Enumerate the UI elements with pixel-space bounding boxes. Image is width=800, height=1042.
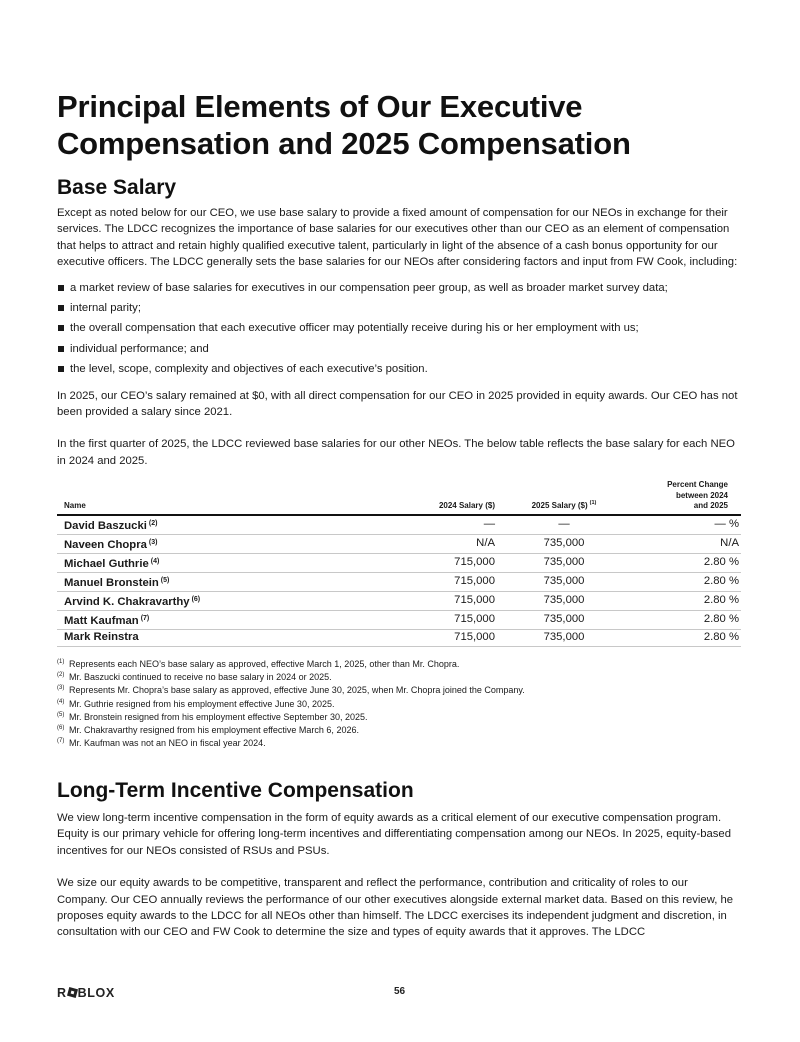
salary-2025-cell: — [497, 515, 631, 535]
percent-change-cell: 2.80 % [631, 629, 741, 646]
bullet-square-icon [58, 305, 64, 311]
lti-paragraph-1: We view long-term incentive compensation in the form of equity awards as a critical element of our executive compensation program. Equity is our primary vehicle for offering long-term incentives and differentiating compensation among our NEOs. In 2025, equity-based incentives for our NEOs consisted of RSUs and PSUs. [57, 812, 731, 857]
base-salary-intro: Except as noted below for our CEO, we use base salary to provide a fixed amount of compensation for our NEOs in exchange for their services. The LDCC recognizes the importance of base salaries for our executives other than our CEO as an element of compensation that helps to attract and retain highly qualified executive talent, particularly in light of the absence of a cash bonus opportunity for our executive officers. The LDCC generally sets the base salaries for our NEOs after considering factors and input from FW Cook, including: [57, 207, 738, 269]
salary-2024-cell: 715,000 [363, 629, 497, 646]
base-salary-heading: Base Salary [57, 176, 177, 199]
footnote: (7) Mr. Kaufman was not an NEO in fiscal year 2024. [57, 738, 266, 749]
table-row [57, 572, 741, 591]
salary-table [57, 480, 741, 647]
table-footnotes [57, 658, 741, 750]
salary-2024-cell: 715,000 [363, 553, 497, 572]
percent-change-cell: 2.80 % [631, 553, 741, 572]
salary-2025-cell: 735,000 [497, 572, 631, 591]
footnote-ref: (7) [140, 614, 150, 622]
col-header-2025-salary: 2025 Salary ($) $^{(1)}$ [497, 480, 631, 515]
table-row [57, 515, 741, 535]
percent-change-cell: 2.80 % [631, 591, 741, 610]
footnote-ref: (2) [148, 519, 158, 527]
salary-2025-cell: 735,000 [497, 591, 631, 610]
salary-2024-cell: 715,000 [363, 572, 497, 591]
roblox-logo: R BLOX [57, 986, 115, 1000]
footnote: (4) Mr. Guthrie resigned from his employment effective June 30, 2025. [57, 698, 335, 709]
page-number: 56 [394, 986, 406, 997]
percent-change-cell: 2.80 % [631, 610, 741, 629]
table-row [57, 553, 741, 572]
salary-2024-cell: — [363, 515, 497, 535]
page-title: Principal Elements of Our Executive Compensation and 2025 Compensation [57, 89, 631, 161]
neo-name: Mark Reinstra [57, 629, 363, 646]
footnote: (6) Mr. Chakravarthy resigned from his employment effective March 6, 2026. [57, 724, 359, 735]
neo-name: Arvind K. Chakravarthy $^{(6)}$ [57, 591, 363, 610]
salary-2024-cell: 715,000 [363, 591, 497, 610]
footnote: (2) Mr. Baszucki continued to receive no base salary in 2024 or 2025. [57, 672, 332, 683]
table-row [57, 591, 741, 610]
salary-2025-cell: 735,000 [497, 553, 631, 572]
table-row [57, 629, 741, 646]
lti-paragraph-2: We size our equity awards to be competitive, transparent and reflect the performance, contribution and criticality of roles to our Company. Our CEO annually reviews the performance of our other executives alongside external market data. Based on this review, he proposes equity awards to the LDCC for all NEOs other than himself. The LDCC exercises its independent judgment and discretion, in consultation with our CEO and FW Cook to determine the size and types of equity awards that it approves. The LDCC [57, 877, 734, 939]
lti-heading: Long-Term Incentive Compensation [57, 779, 414, 802]
ceo-salary-paragraph: In 2025, our CEO’s salary remained at $0, with all direct compensation for our CEO in 2025 provided in equity awards. Our CEO has not been provided a salary since 2021. [57, 389, 738, 419]
footnote: (5) Mr. Bronstein resigned from his employment effective September 30, 2025. [57, 711, 368, 722]
factor-list [57, 280, 741, 378]
neo-name: Matt Kaufman $^{(7)}$ [57, 610, 363, 629]
neo-name: Manuel Bronstein $^{(5)}$ [57, 572, 363, 591]
salary-2025-cell: 735,000 [497, 629, 631, 646]
bullet-square-icon [58, 285, 64, 291]
page-footer [57, 986, 741, 1002]
list-item: internal parity; [57, 300, 741, 316]
percent-change-cell: N/A [631, 534, 741, 553]
percent-change-cell: — % [631, 515, 741, 535]
salary-2024-cell: 715,000 [363, 610, 497, 629]
neo-name: Michael Guthrie $^{(4)}$ [57, 553, 363, 572]
list-item: the level, scope, complexity and objectives of each executive’s position. [57, 361, 741, 377]
bullet-square-icon [58, 366, 64, 372]
salary-2024-cell: N/A [363, 534, 497, 553]
footnote: (3) Represents Mr. Chopra’s base salary as approved, effective June 30, 2025, when Mr. Chopra joined the Company. [57, 685, 525, 696]
footnote-ref: (5) [160, 576, 170, 584]
salary-2025-cell: 735,000 [497, 610, 631, 629]
lti-section [57, 810, 741, 941]
footnote-ref: (1) [589, 500, 597, 507]
list-item: a market review of base salaries for executives in our compensation peer group, as well as broader market survey data; [57, 280, 741, 296]
neo-name: Naveen Chopra $^{(3)}$ [57, 534, 363, 553]
salary-review-paragraph: In the first quarter of 2025, the LDCC reviewed base salaries for our other NEOs. The below table reflects the base salary for each NEO in 2024 and 2025. [57, 438, 735, 467]
page-content [57, 88, 741, 939]
footnote-ref: (4) [150, 557, 160, 565]
table-row [57, 534, 741, 553]
col-header-percent-change: Percent Change between 2024 and 2025 [631, 480, 741, 515]
col-header-name: Name [57, 480, 363, 515]
bullet-square-icon [58, 346, 64, 352]
col-header-2024-salary: 2024 Salary ($) [363, 480, 497, 515]
table-header-row [57, 480, 741, 515]
list-item: the overall compensation that each executive officer may potentially receive during his or her employment with us; [57, 320, 741, 336]
footnote: (1) Represents each NEO’s base salary as approved, effective March 1, 2025, other than Mr. Chopra. [57, 658, 460, 669]
percent-change-cell: 2.80 % [631, 572, 741, 591]
salary-2025-cell: 735,000 [497, 534, 631, 553]
neo-name: David Baszucki $^{(2)}$ [57, 515, 363, 535]
list-item: individual performance; and [57, 341, 741, 357]
footnote-ref: (6) [191, 595, 201, 603]
logo-tilted-square-icon [67, 987, 78, 998]
table-row [57, 610, 741, 629]
footnote-ref: (3) [148, 538, 158, 546]
bullet-square-icon [58, 325, 64, 331]
